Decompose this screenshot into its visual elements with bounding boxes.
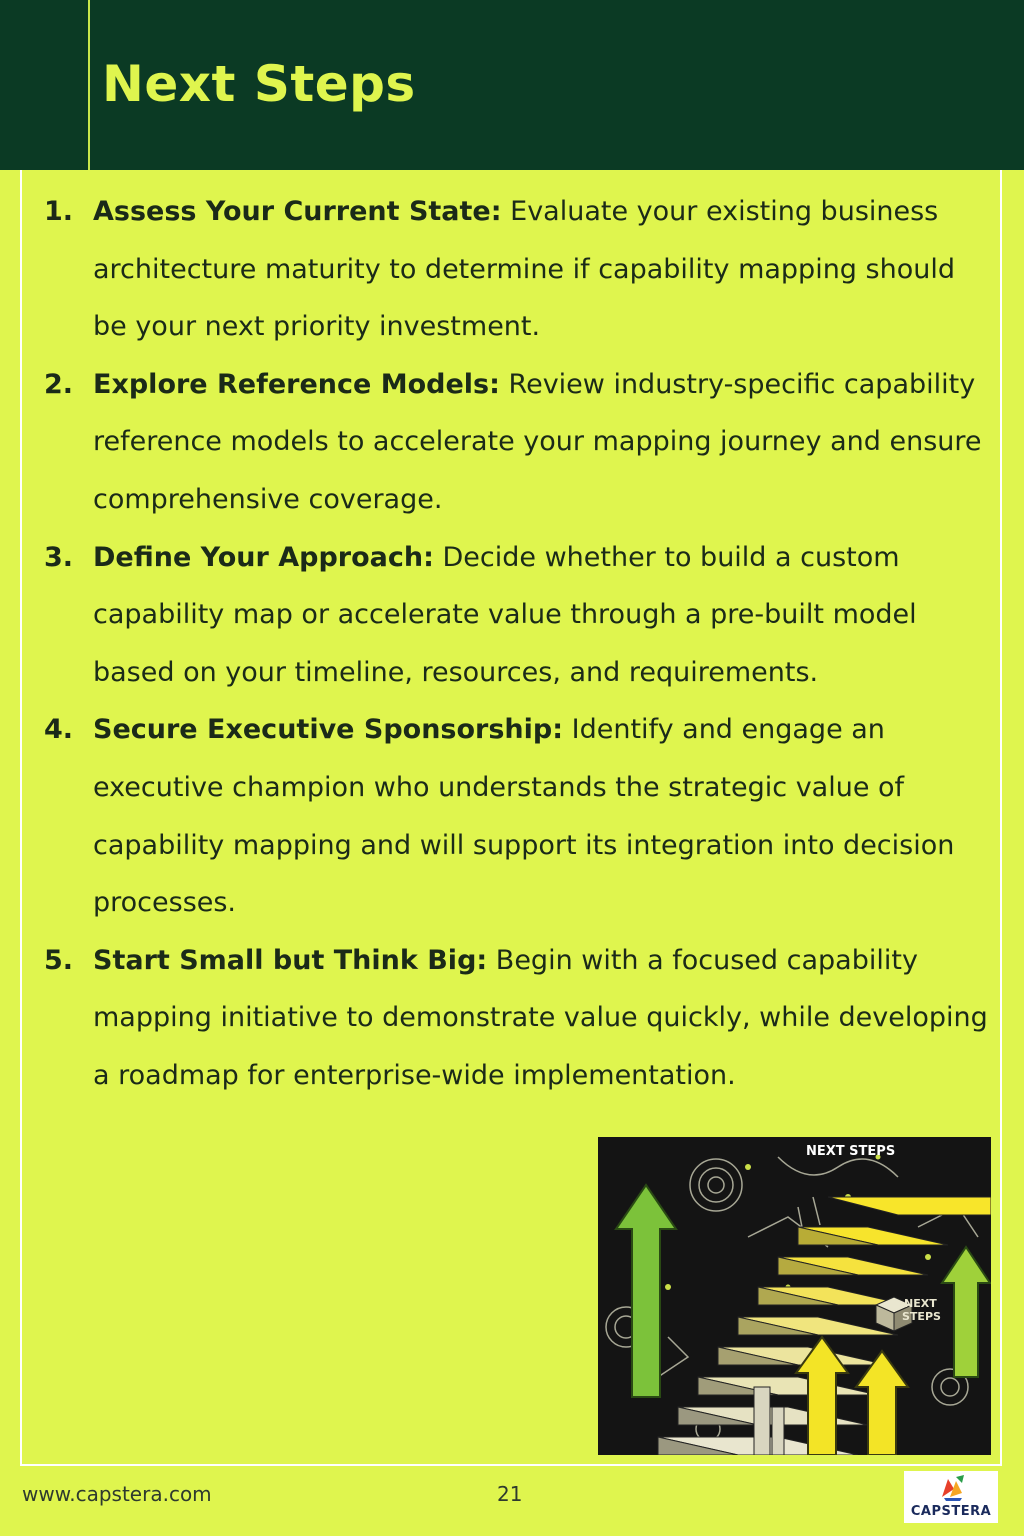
step-text: Evaluate your existing business architecture maturity to determine if capability mapping should be your next priority investment. [93,196,955,343]
frame-border-bottom [20,1464,1002,1466]
step-number: 4. [44,714,74,746]
step-number: 2. [44,368,74,400]
page-number: 21 [497,1482,523,1506]
list-item [30,932,990,1105]
next-steps-list [30,183,990,1105]
step-title: Assess Your Current State: [93,196,502,227]
step-text: Decide whether to build a custom capability map or accelerate value through a pre-built model based on your timeline, resources, and requirements. [93,541,917,688]
step-text: Identify and engage an executive champion who understands the strategic value of capability mapping and will support its integration into decision processes. [93,714,955,919]
step-title: Start Small but Think Big: [93,944,488,976]
step-number: 5. [44,944,74,976]
step-title: Define Your Approach: [93,541,434,573]
header-divider [88,0,90,170]
list-item [30,183,990,356]
step-text: Begin with a focused capability mapping initiative to demonstrate value quickly, while developing a roadmap for enterprise-wide implementation. [93,944,988,1091]
page-title: Next Steps [102,55,416,113]
list-item [30,701,990,931]
logo-mark-icon [904,1471,998,1503]
next-steps-illustration [598,1137,991,1455]
footer-website-link[interactable]: www.capstera.com [22,1482,212,1506]
illustration-side-label-line2: STEPS [902,1310,941,1323]
illustration-top-label: NEXT STEPS [806,1144,896,1159]
step-number: 3. [44,541,74,573]
step-text: Review industry-specific capability reference models to accelerate your mapping journey and ensure comprehensive coverage. [93,368,982,515]
frame-border-right [1000,170,1002,1466]
header-band [0,0,1024,170]
staircase-arrows-graphic [598,1137,991,1455]
logo-text: CAPSTERA [910,1504,992,1519]
step-title: Secure Executive Sponsorship: [93,714,564,746]
capstera-logo [904,1471,998,1523]
list-item [30,529,990,702]
illustration-side-label-line1: NEXT [904,1297,937,1310]
list-item [30,356,990,529]
step-title: Explore Reference Models: [93,368,500,400]
frame-border-left [20,170,22,1466]
step-number: 1. [44,196,74,227]
